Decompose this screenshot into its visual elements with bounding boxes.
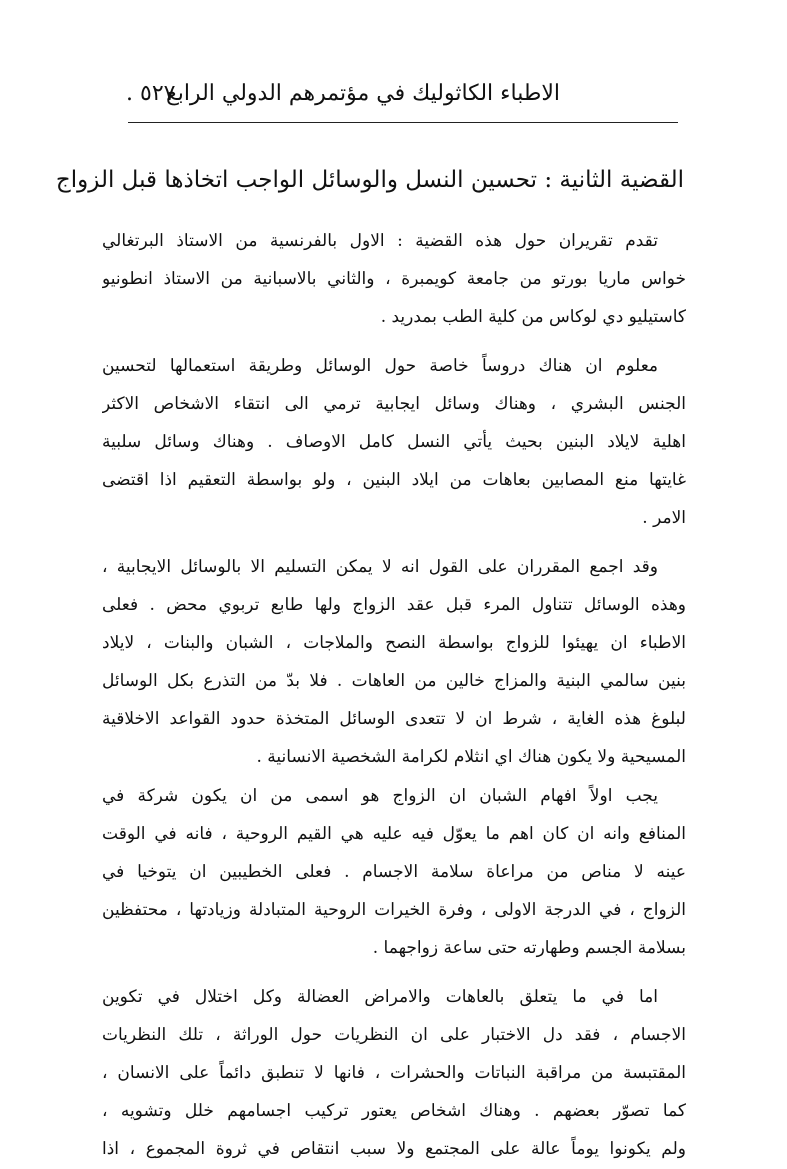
text-line: كما تصوّر بعضهم . وهناك اشخاص يعتور تركيب اجسامهم خلل وتشويه ، <box>102 1101 686 1122</box>
text-line: وقد اجمع المقرران على القول انه لا يمكن التسليم الا بالوسائل الايجابية ، <box>102 556 658 577</box>
body-text <box>102 222 686 1169</box>
text-line: خواس ماريا بورتو من جامعة كويمبرة ، والثاني بالاسبانية من الاستاذ انطونيو <box>102 269 686 290</box>
text-line: الجنس البشري ، وهناك وسائل ايجابية ترمي الى انتقاء الاشخاص الاكثر <box>102 393 686 414</box>
header-rule <box>128 122 678 123</box>
text-line: عينه لا مناص من مراعاة سلامة الاجسام . فعلى الخطيبين ان يتوخيا في <box>102 862 686 882</box>
text-line: الزواج ، في الدرجة الاولى ، وفرة الخيرات الروحية المتبادلة وزيادتها ، محتفظين <box>102 900 686 921</box>
text-line: تقدم تقريران حول هذه القضية : الاول بالفرنسية من الاستاذ البرتغالي <box>102 231 658 251</box>
text-line: معلوم ان هناك دروساً خاصة حول الوسائل وطريقة استعمالها لتحسين <box>102 355 658 376</box>
text-line: الامر . <box>642 508 686 529</box>
text-line: بسلامة الجسم وطهارته حتى ساعة زواجهما . <box>372 938 686 959</box>
text-line: المسيحية ولا يكون هناك اي انثلام لكرامة الشخصية الانسانية . <box>256 747 686 768</box>
running-title: الاطباء الكاثوليك في مؤتمرهم الدولي الرابع <box>165 81 560 106</box>
text-line: لبلوغ هذه الغاية ، شرط ان لا تتعدى الوسائل المتخذة حدود القواعد الاخلاقية <box>102 709 686 730</box>
text-line: اهلية لايلاد البنين بحيث يأتي النسل كامل الاوصاف . وهناك وسائل سلبية <box>102 431 686 452</box>
page-number: ٥٢٧ . <box>126 81 176 106</box>
paragraph <box>102 347 686 538</box>
text-line: ولم يكونوا يوماً عالة على المجتمع ولا سبب انتقاص في ثروة المجموع ، اذا <box>102 1139 686 1160</box>
text-line: الاجسام ، فقد دل الاختبار على ان النظريات حول الوراثة ، تلك النظريات <box>102 1024 686 1045</box>
text-line: المقتبسة من مراقبة النباتات والحشرات ، فانها لا تنطبق دائماً على الانسان ، <box>102 1062 686 1083</box>
paragraph <box>102 548 686 777</box>
text-line: غايتها منع المصابين بعاهات من ايلاد البنين ، ولو بواسطة التعقيم اذا اقتضى <box>102 470 686 491</box>
text-line: كاستيليو دي لوكاس من كلية الطب بمدريد . <box>380 307 686 328</box>
section-title: القضية الثانية : تحسين النسل والوسائل الواجب اتخاذها قبل الزواج <box>55 167 684 193</box>
paragraph <box>102 777 686 968</box>
text-line: يجب اولاً افهام الشبان ان الزواج هو اسمى من ان يكون شركة في <box>102 785 658 806</box>
paragraph <box>102 978 686 1169</box>
text-line: الاطباء ان يهيئوا للزواج بواسطة النصح والملاجات ، الشبان والبنات ، لايلاد <box>102 632 686 653</box>
text-line: اما في ما يتعلق بالعاهات والامراض العضالة وكل اختلال في تكوين <box>102 986 658 1007</box>
text-line: المنافع وانه ان كان اهم ما يعوّل فيه عليه هي القيم الروحية ، فانه في الوقت <box>102 823 686 844</box>
text-line: وهذه الوسائل تتناول المرء قبل عقد الزواج ولها طابع تربوي محض . فعلى <box>102 594 686 615</box>
paragraph <box>102 222 686 337</box>
text-line: بنين سالمي البنية والمزاج خالين من العاهات . فلا بدّ من التذرع بكل الوسائل <box>102 671 686 692</box>
